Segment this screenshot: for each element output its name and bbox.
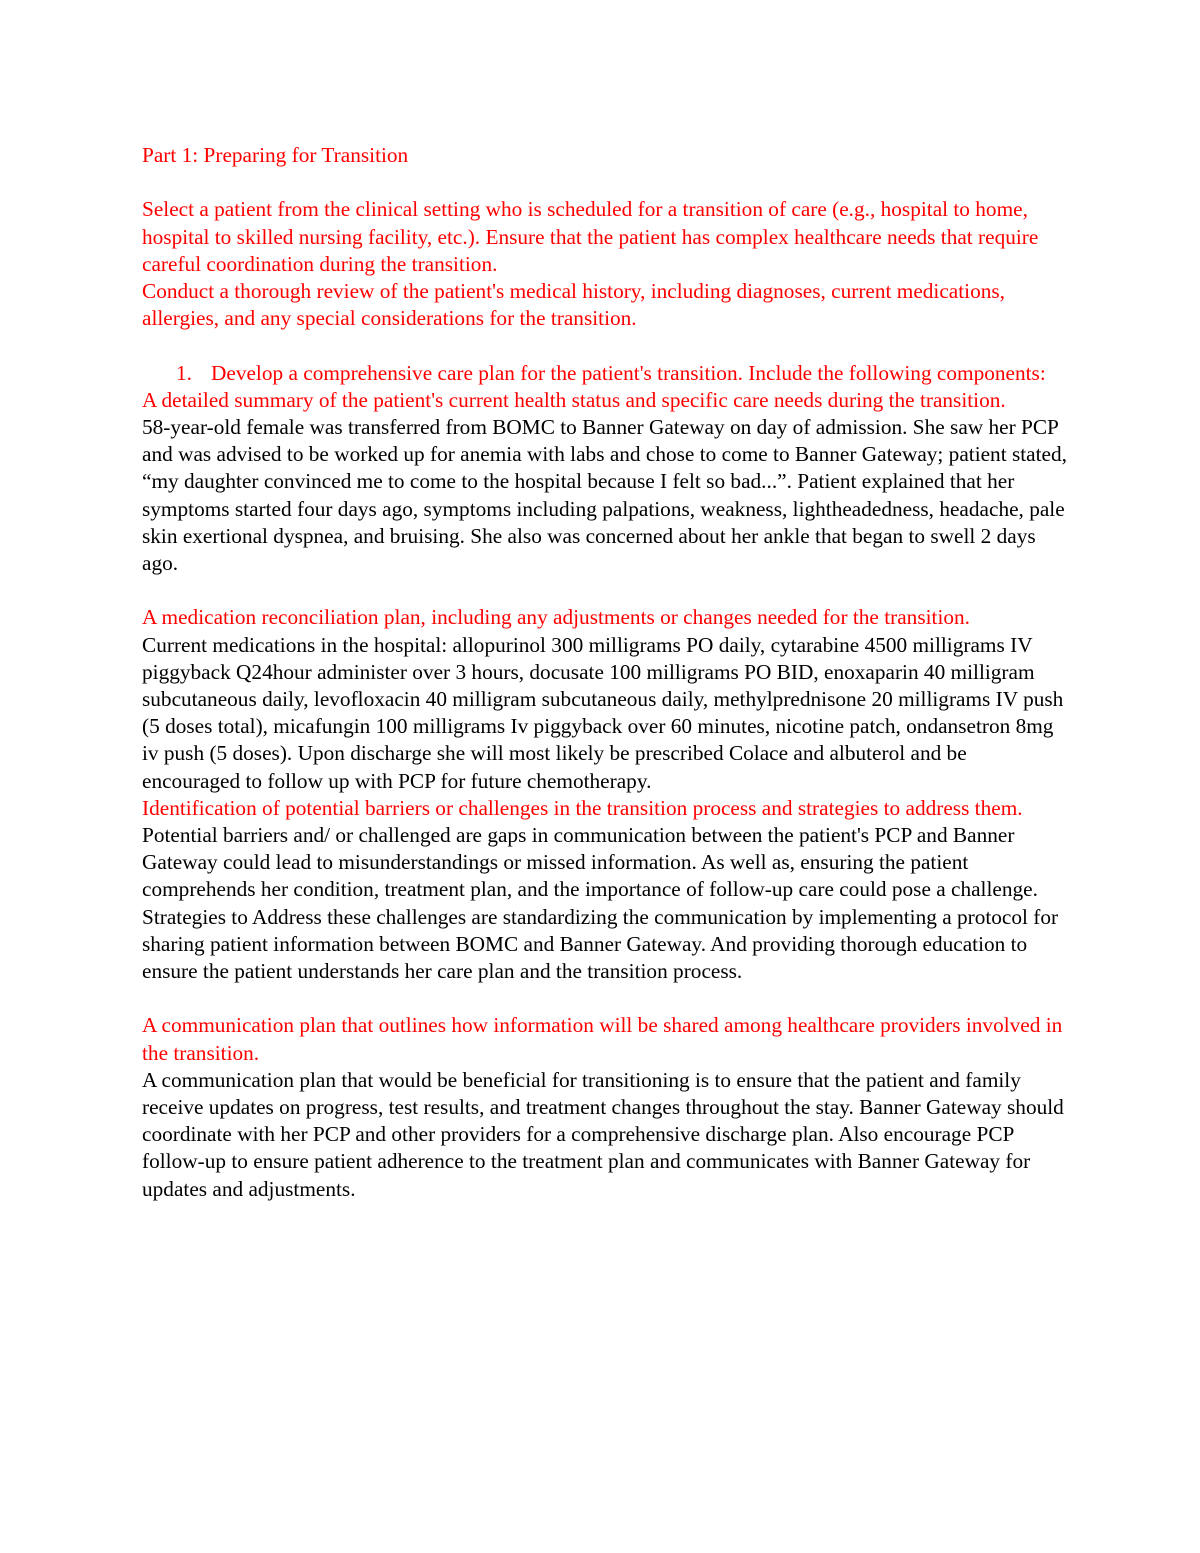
barriers-prompt: Identification of potential barriers or challenges in the transition process and strategies to address them. <box>142 795 1023 820</box>
spacer <box>142 985 1067 1012</box>
list-item <box>142 360 1067 387</box>
medication-prompt: A medication reconciliation plan, including any adjustments or changes needed for the transition. <box>142 605 970 630</box>
spacer <box>142 577 1067 604</box>
communication-answer: A communication plan that would be beneficial for transitioning is to ensure that the patient and family receive updates on progress, test results, and treatment changes throughout the stay. Banner Gateway should coordinate with her PCP and other providers for a comprehensive discharge plan. Also encourage PCP follow-up to ensure patient adherence to the treatment plan and communicates with Banner Gateway for updates and adjustments. <box>142 1067 1064 1201</box>
spacer <box>142 332 1067 359</box>
document-page <box>142 142 1067 1203</box>
intro-paragraph-2: Conduct a thorough review of the patient's medical history, including diagnoses, current medications, allergies, and any special considerations for the transition. <box>142 279 1005 331</box>
summary-answer: 58-year-old female was transferred from BOMC to Banner Gateway on day of admission. She saw her PCP and was advised to be worked up for anemia with labs and chose to come to Banner Gateway; patient stated, “my daughter convinced me to come to the hospital because I felt so bad...”. Patient explained that her symptoms started four days ago, symptoms including palpations, weakness, lightheadedness, headache, pale skin exertional dyspnea, and bruising. She also was concerned about her ankle that began to swell 2 days ago. <box>142 415 1067 576</box>
summary-prompt: A detailed summary of the patient's current health status and specific care needs during the transition. <box>142 387 1006 412</box>
intro-paragraph-1: Select a patient from the clinical setting who is scheduled for a transition of care (e.g., hospital to home, hospital to skilled nursing facility, etc.). Ensure that the patient has complex healthcare needs that require careful coordination during the transition. <box>142 197 1039 276</box>
communication-prompt: A communication plan that outlines how information will be shared among healthcare providers involved in the transition. <box>142 1013 1063 1065</box>
barriers-answer: Potential barriers and/ or challenged are gaps in communication between the patient's PCP and Banner Gateway could lead to misunderstandings or missed information. As well as, ensuring the patient comprehends her condition, treatment plan, and the importance of follow-up care could pose a challenge. Strategies to Address these challenges are standardizing the communication by implementing a protocol for sharing patient information between BOMC and Banner Gateway. And providing thorough education to ensure the patient understands her care plan and the transition process. <box>142 823 1059 984</box>
medication-answer: Current medications in the hospital: allopurinol 300 milligrams PO daily, cytarabine 4500 milligrams IV piggyback Q24hour administer over 3 hours, docusate 100 milligrams PO BID, enoxaparin 40 milligram subcutaneous daily, levofloxacin 40 milligram subcutaneous daily, methylprednisone 20 milligrams IV push (5 doses total), micafungin 100 milligrams Iv piggyback over 60 minutes, nicotine patch, ondansetron 8mg iv push (5 doses). Upon discharge she will most likely be prescribed Colace and albuterol and be encouraged to follow up with PCP for future chemotherapy. <box>142 632 1064 793</box>
list-item-text: Develop a comprehensive care plan for the patient's transition. Include the following components: <box>211 360 1046 385</box>
spacer <box>142 169 1067 196</box>
list-number: 1. <box>176 360 192 385</box>
page-heading: Part 1: Preparing for Transition <box>142 143 409 167</box>
